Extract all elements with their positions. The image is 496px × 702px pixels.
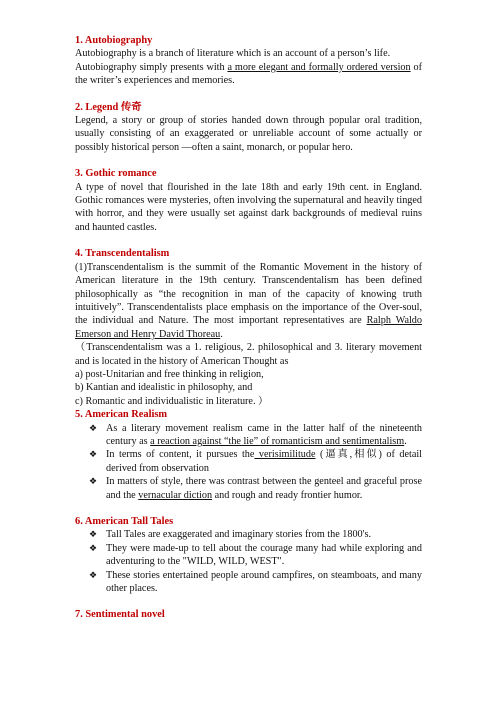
underlined-text: verisimilitude	[254, 449, 316, 461]
text: In terms of content, it pursues the	[106, 449, 255, 461]
underlined-text: Ralph Waldo Emerson and Henry David Thoreau	[75, 315, 422, 340]
bullet-list	[75, 422, 422, 502]
text: (1)Transcendentalism is the summit of the Romantic Movement in the history of American literature in the 19th century. Transcendentalism has been defined philosophically as “the recognition in man of the capacity of knowing truth intuitively”. Transcendentalists place emphasis on the importance of the Over-soul, the individual and Nature. The most important representatives are	[75, 261, 422, 327]
list-item: c) Romantic and individualistic in literature. ）	[75, 395, 269, 407]
heading-legend: 2. Legend 传奇	[75, 101, 142, 113]
diamond-bullet-icon: ❖	[89, 542, 98, 553]
gothic-romance-definition: A type of novel that flourished in the late 18th and early 19th cent. in England. Gothic romances were mysteries, often involving the supernatural and heavily tinged with horror, and they were usually set against dark backgrounds of medieval ruins and haunted castles.	[75, 181, 422, 233]
list-item	[75, 569, 422, 596]
transcendentalism-note: （Transcendentalism was a 1. religious, 2. philosophical and 3. literary movement and is located in the history of American Thought as	[75, 342, 422, 367]
diamond-bullet-icon: ❖	[89, 569, 98, 580]
list-item: a) post-Unitarian and free thinking in religion,	[75, 368, 264, 380]
section-sentimental-novel	[75, 608, 422, 621]
underlined-text: a more elegant and formally ordered version	[227, 61, 411, 73]
text: Autobiography simply presents with	[75, 61, 228, 73]
underlined-text: a reaction against “the lie” of romanticism and sentimentalism	[150, 435, 405, 447]
text: They were made-up to tell about the courage many had while exploring and adventuring to the "WILD, WILD, WEST".	[106, 542, 422, 568]
document-page	[75, 34, 422, 635]
list-item	[75, 528, 422, 541]
list-item	[75, 542, 422, 569]
list-item: b) Kantian and idealistic in philosophy, and	[75, 382, 253, 394]
diamond-bullet-icon: ❖	[89, 422, 98, 433]
bullet-list	[75, 528, 422, 595]
text: These stories entertained people around campfires, on steamboats, and many other places.	[106, 569, 422, 595]
heading-gothic-romance: 3. Gothic romance	[75, 168, 157, 180]
diamond-bullet-icon: ❖	[89, 449, 98, 460]
list-item	[75, 422, 422, 449]
section-gothic-romance	[75, 167, 422, 234]
text: Tall Tales are exaggerated and imaginary stories from the 1800's.	[106, 529, 372, 541]
diamond-bullet-icon: ❖	[89, 529, 98, 540]
legend-definition: Legend, a story or group of stories handed down through popular oral tradition, usually consisting of an exaggerated or unreliable account of some actually or possibly historical person —often a saint, monarch, or popular hero.	[75, 115, 422, 153]
section-legend	[75, 101, 422, 155]
transcendentalism-definition	[75, 261, 422, 341]
autobiography-definition: Autobiography is a branch of literature which is an account of a person’s life.	[75, 48, 391, 60]
heading-sentimental-novel: 7. Sentimental novel	[75, 609, 165, 621]
heading-autobiography: 1. Autobiography	[75, 35, 153, 46]
text: In matters of style, there was contrast between the genteel and graceful prose and the	[106, 476, 422, 501]
text: As a literary movement realism came in the latter half of the nineteenth century as	[106, 422, 422, 447]
underlined-text: vernacular diction	[138, 489, 213, 501]
section-autobiography	[75, 34, 422, 88]
autobiography-detail	[75, 61, 422, 88]
text: of the writer’s experiences and memories.	[75, 61, 422, 87]
section-american-tall-tales	[75, 515, 422, 595]
text: (逼真,相似) of detail derived from observation	[106, 449, 423, 474]
heading-transcendentalism: 4. Transcendentalism	[75, 248, 170, 260]
diamond-bullet-icon: ❖	[89, 476, 98, 487]
list-item	[75, 475, 422, 502]
section-transcendentalism	[75, 247, 422, 408]
text: .	[404, 435, 407, 447]
heading-american-tall-tales: 6. American Tall Tales	[75, 516, 174, 527]
list-item	[75, 448, 422, 475]
heading-american-realism: 5. American Realism	[75, 409, 168, 421]
text: and rough and ready frontier humor.	[212, 489, 363, 501]
section-american-realism	[75, 408, 422, 502]
text: .	[220, 328, 223, 340]
